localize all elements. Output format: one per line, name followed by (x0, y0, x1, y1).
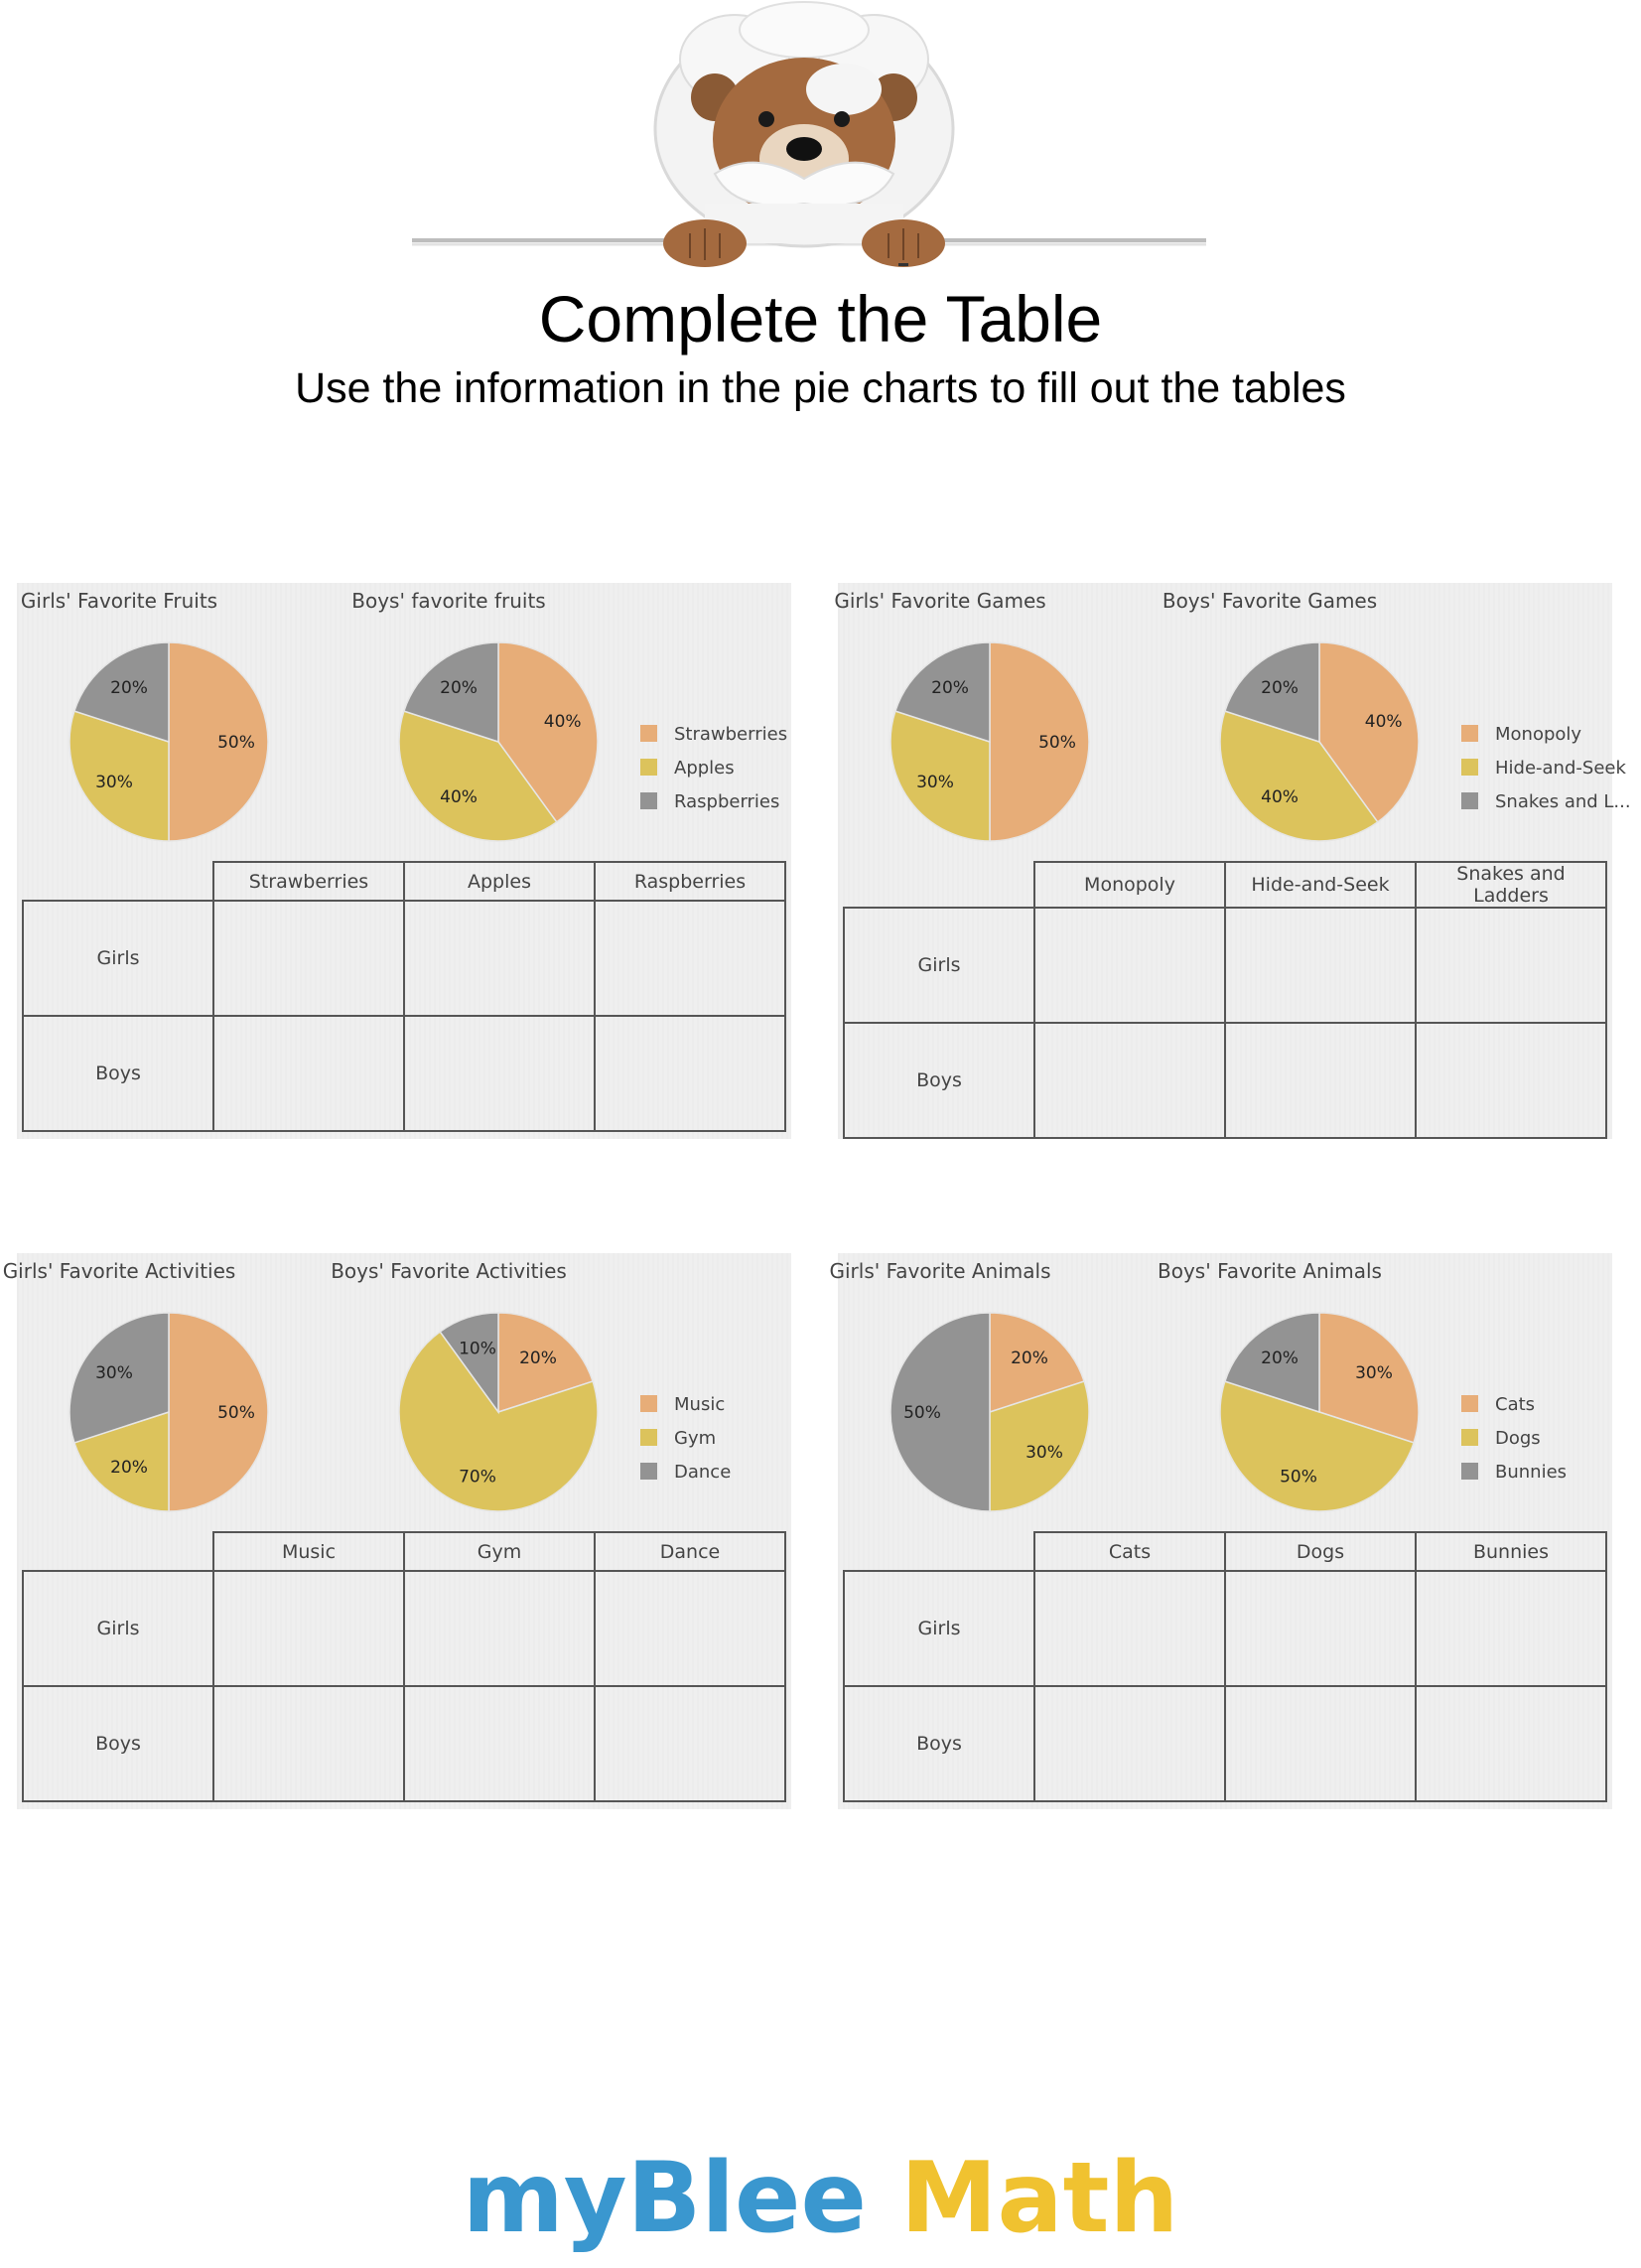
answer-cell[interactable] (213, 901, 404, 1016)
panel-games (834, 583, 1631, 1139)
legend-label: Bunnies (1495, 1462, 1568, 1483)
pie-slice-label: 50% (1038, 733, 1076, 753)
table-row (844, 1023, 1606, 1138)
table-row (23, 901, 785, 1016)
answer-table (22, 1531, 786, 1802)
table-column-header: Cats (1034, 1532, 1225, 1571)
answer-cell[interactable] (404, 901, 595, 1016)
table-column-header: Music (213, 1532, 404, 1571)
table-column-header: Raspberries (595, 862, 785, 901)
legend-label: Dance (674, 1462, 732, 1483)
table-column-header: Monopoly (1034, 862, 1225, 908)
pie-slice-label: 20% (519, 1347, 557, 1368)
pie-title: Boys' Favorite Games (1162, 589, 1378, 613)
table-column-header: Dance (595, 1532, 785, 1571)
legend-label: Snakes and L... (1495, 791, 1631, 812)
panel-animals (829, 1253, 1612, 1809)
answer-cell[interactable] (595, 901, 785, 1016)
pie-slice-label: 50% (217, 733, 255, 753)
pie-slice-label: 40% (1261, 787, 1299, 808)
table-row-label: Boys (844, 1023, 1034, 1138)
answer-cell[interactable] (1416, 908, 1606, 1023)
pie-slice-label: 20% (110, 677, 148, 698)
pie-title: Boys' favorite fruits (351, 589, 546, 613)
table-row-label: Boys (23, 1686, 213, 1801)
table-row (23, 1686, 785, 1801)
legend-swatch (640, 1429, 657, 1446)
pie-slice-label: 40% (440, 787, 478, 808)
pie-slice-label: 20% (440, 677, 478, 698)
pie-slice-label: 10% (459, 1339, 496, 1359)
answer-cell[interactable] (595, 1571, 785, 1686)
answer-cell[interactable] (1034, 1023, 1225, 1138)
table-row (844, 908, 1606, 1023)
answer-cell[interactable] (1416, 1571, 1606, 1686)
table-corner (844, 862, 1034, 908)
legend-label: Dogs (1495, 1428, 1541, 1449)
legend-label: Apples (674, 758, 735, 779)
answer-cell[interactable] (404, 1016, 595, 1131)
answer-table (843, 861, 1607, 1139)
legend-swatch (1461, 1463, 1478, 1480)
answer-cell[interactable] (1225, 1571, 1416, 1686)
legend-label: Cats (1495, 1394, 1536, 1415)
pie-slice-label: 30% (95, 772, 133, 792)
answer-table (22, 861, 786, 1132)
legend-swatch (640, 792, 657, 809)
pie-slice-label: 30% (95, 1363, 133, 1384)
answer-cell[interactable] (1416, 1686, 1606, 1801)
pie-title: Girls' Favorite Fruits (20, 589, 218, 613)
pie-slice-label: 30% (916, 772, 954, 792)
table-row-label: Girls (23, 1571, 213, 1686)
answer-cell[interactable] (595, 1686, 785, 1801)
answer-cell[interactable] (1034, 1686, 1225, 1801)
answer-cell[interactable] (213, 1686, 404, 1801)
pie-charts (834, 583, 1631, 861)
table-row (844, 1686, 1606, 1801)
table-column-header: Gym (404, 1532, 595, 1571)
pie-title: Girls' Favorite Activities (2, 1259, 236, 1283)
table-row-label: Girls (844, 1571, 1034, 1686)
page-title: Complete the Table (538, 282, 1103, 355)
legend-swatch (640, 1395, 657, 1412)
table-row (844, 1571, 1606, 1686)
answer-cell[interactable] (404, 1686, 595, 1801)
pie-slice-label: 20% (1261, 1347, 1299, 1368)
answer-cell[interactable] (1225, 1023, 1416, 1138)
logo-part2: Math (900, 2142, 1179, 2255)
legend-label: Strawberries (674, 724, 788, 745)
table-corner (23, 862, 213, 901)
panel-fruits (17, 583, 791, 1139)
answer-cell[interactable] (1034, 908, 1225, 1023)
answer-cell[interactable] (213, 1016, 404, 1131)
answer-cell[interactable] (1225, 1686, 1416, 1801)
pie-title: Boys' Favorite Activities (331, 1259, 567, 1283)
legend-label: Gym (674, 1428, 717, 1449)
legend-label: Hide-and-Seek (1495, 758, 1626, 779)
pie-title: Boys' Favorite Animals (1158, 1259, 1382, 1283)
table-row (23, 1571, 785, 1686)
legend-label: Raspberries (674, 791, 780, 812)
pie-slice-label: 50% (903, 1403, 941, 1423)
legend-swatch (1461, 759, 1478, 776)
legend-swatch (1461, 725, 1478, 742)
pie-title: Girls' Favorite Games (834, 589, 1046, 613)
legend-swatch (640, 1463, 657, 1480)
logo-part1: myBlee (462, 2142, 867, 2255)
pie-slice-label: 20% (110, 1458, 148, 1479)
legend-swatch (1461, 1395, 1478, 1412)
panel-activities (2, 1253, 791, 1809)
table-corner (23, 1532, 213, 1571)
pie-slice-label: 20% (1011, 1347, 1048, 1368)
legend-swatch (1461, 792, 1478, 809)
answer-table (843, 1531, 1607, 1802)
pie-slice-label: 70% (459, 1467, 496, 1488)
legend-label: Monopoly (1495, 724, 1582, 745)
pie-slice-label: 40% (543, 711, 582, 732)
table-row-label: Boys (23, 1016, 213, 1131)
table-column-header: Apples (404, 862, 595, 901)
table-column-header: Bunnies (1416, 1532, 1606, 1571)
table-column-header: Dogs (1225, 1532, 1416, 1571)
table-column-header: Strawberries (213, 862, 404, 901)
answer-cell[interactable] (213, 1571, 404, 1686)
pie-slice-label: 30% (1026, 1442, 1063, 1463)
table-row-label: Girls (23, 901, 213, 1016)
legend-swatch (640, 725, 657, 742)
legend-label: Music (674, 1394, 726, 1415)
answer-cell[interactable] (404, 1571, 595, 1686)
pie-title: Girls' Favorite Animals (829, 1259, 1051, 1283)
table-corner (844, 1532, 1034, 1571)
table-column-header: Hide-and-Seek (1225, 862, 1416, 908)
answer-cell[interactable] (1034, 1571, 1225, 1686)
pie-slice-label: 50% (217, 1403, 255, 1423)
mybleemath-logo (0, 2142, 1641, 2255)
page-subtitle: Use the information in the pie charts to fill out the tables (295, 364, 1346, 412)
answer-cell[interactable] (1225, 908, 1416, 1023)
legend-swatch (1461, 1429, 1478, 1446)
table-row (23, 1016, 785, 1131)
pie-slice-label: 40% (1364, 711, 1403, 732)
pie-slice-label: 30% (1355, 1363, 1393, 1384)
table-row-label: Girls (844, 908, 1034, 1023)
mascot-illustration (407, 0, 1211, 273)
pie-charts (17, 583, 791, 861)
pie-slice-label: 20% (1261, 677, 1299, 698)
answer-cell[interactable] (595, 1016, 785, 1131)
legend-swatch (640, 759, 657, 776)
pie-charts (829, 1253, 1612, 1531)
answer-cell[interactable] (1416, 1023, 1606, 1138)
table-row-label: Boys (844, 1686, 1034, 1801)
pie-charts (2, 1253, 791, 1531)
table-column-header: Snakes and Ladders (1416, 862, 1606, 908)
pie-slice-label: 50% (1280, 1467, 1317, 1488)
pie-slice-label: 20% (931, 677, 969, 698)
